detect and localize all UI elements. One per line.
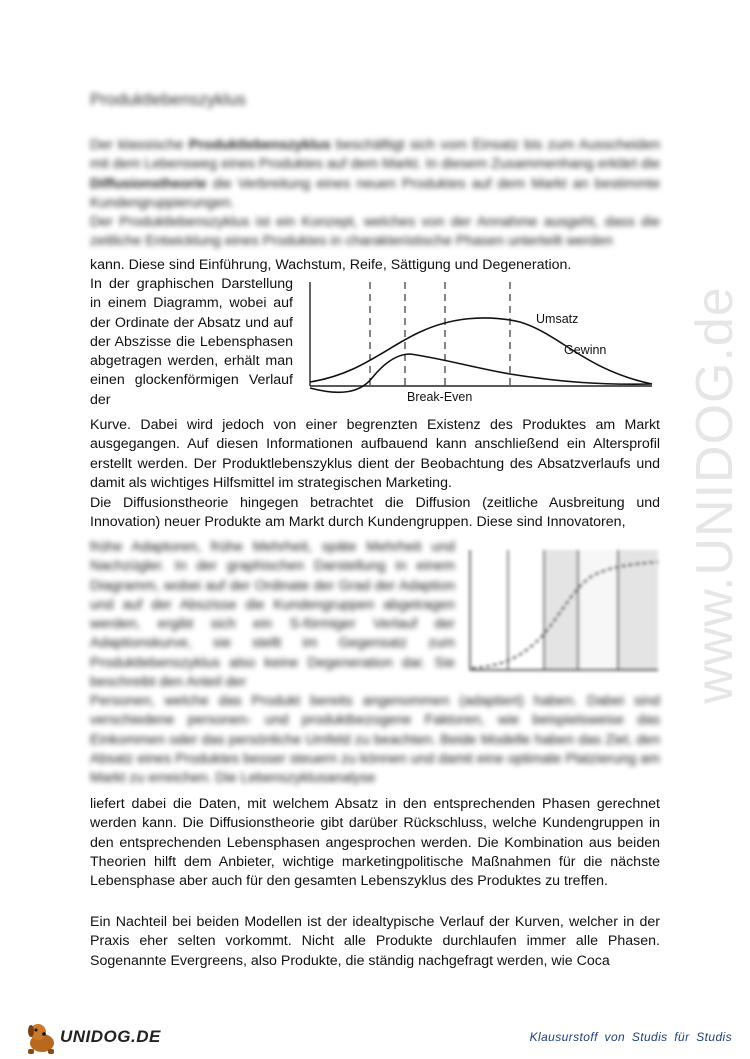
break-even-label: Break-Even (407, 390, 473, 404)
diffusion-full-text-blurred: Personen, welche das Produkt bereits angenommen (adaptiert) haben. Dabei sind verschiedene personen- und produktbezogene Faktoren, wie beispielsweise das Einkommen oder das persönliche Umfeld zu beachten. Beide Modelle haben das Ziel, den Absatz eines Produktes besser steuern zu können und damit eine optimale Platzierung am Markt zu erreichen. Die Lebenszyklusanalyse (90, 693, 660, 787)
phases-line: kann. Diese sind Einführung, Wachstum, Reife, Sättigung und Degeneration. (90, 257, 572, 273)
footer-tagline: Klausurstoff von Studis für Studis (529, 1030, 732, 1044)
intro-text-1: Der klassische (90, 137, 189, 153)
intro-bold-term-1: Produktlebenszyklus (188, 137, 331, 153)
paragraph-analysis: liefert dabei die Daten, mit welchem Absatz in den entsprechenden Phasen gerechnet werden kann. Die Diffusionstheorie gibt darüber Rückschluss, welche Kundengruppen in den entsprechenden Lebensphasen angesprochen werden. Die Kombination aus beiden Theorien hilft dem Anbieter, wichtige marketingpolitische Maßnahmen für die nächste Lebensphase aber auch für den gesamten Lebenszyklus des Produktes zu treffen. (90, 796, 660, 890)
adoption-band-2 (578, 550, 618, 670)
intro-paragraph-blurred (90, 136, 660, 252)
dog-icon (22, 1017, 62, 1057)
gewinn-label: Gewinn (564, 343, 607, 357)
paragraph-diffusion: Die Diffusionstheorie hingegen betrachtet die Diffusion (zeitliche Ausbreitung und Innovation) neuer Produkte am Markt durch Kundengruppen. Diese sind Innovatoren, (90, 495, 660, 531)
left-column-text: In der graphischen Darstellung in einem Diagramm, wobei auf der Ordinate der Absatz und auf der Abszisse die Lebensphasen abgetragen werden, erhält man einen glockenförmigen Verlauf der (90, 276, 293, 408)
footer-logo-text: UNIDOG.DE (60, 1027, 161, 1046)
adoption-chart (462, 548, 662, 676)
diffusion-left-text-blurred: frühe Adaptoren, frühe Mehrheit, späte Mehrheit und Nachzügler. In der graphischen Darstellung in einem Diagramm, wobei auf der Ordinate der Grad der Adaption und auf der Abszisse die Kundengruppen abgetragen werden, ergibt sich ein S-förmiger Verlauf der Adaptionskurve, sie stellt im Gegensatz zum Produktlebenszyklus also keine Degeneration dar. Sie beschreibt den Anteil der (90, 539, 455, 691)
lifecycle-chart (300, 278, 660, 408)
paragraph-disadvantage: Ein Nachteil bei beiden Modellen ist der idealtypische Verlauf der Kurven, welcher in der Praxis eher selten vorkommt. Nicht alle Produkte durchlaufen immer alle Phasen. Sogenannte Evergreens, also Produkte, die ständig nachgefragt werden, wie Coca (90, 914, 660, 969)
watermark-text: www.UNIDOG.de (686, 286, 744, 704)
intro-text-2: beschäftigt sich vom Einsatz bis zum Ausscheiden mit dem Lebensweg eines Produktes auf dem Markt. In diesem Zusammenhang erklärt die (90, 137, 660, 173)
adoption-band-1 (544, 550, 578, 670)
section-heading: Produktlebenszyklus (90, 90, 246, 109)
footer-logo[interactable] (22, 1015, 162, 1055)
intro-text-3: die Verbreitung eines neuen Produktes auf dem Markt an bestimmte Kundengruppierungen. (90, 175, 660, 211)
watermark (655, 260, 750, 730)
umsatz-label: Umsatz (536, 312, 579, 326)
adoption-band-3 (618, 550, 658, 670)
paragraph-curve: Kurve. Dabei wird jedoch von einer begrenzten Existenz des Produktes am Markt ausgegangen. Auf diesen Informationen aufbauend kann anschließend ein Altersprofil erstellt werden. Der Produktlebenszyklus dient der Beobachtung des Absatzverlaufs und damit als wichtiges Hilfsmittel im strategischen Marketing. (90, 417, 660, 491)
intro-bold-term-2: Diffusionstheorie (90, 175, 207, 192)
intro-text-4: Der Produktlebenszyklus ist ein Konzept, welches von der Annahme ausgeht, dass die zeitliche Entwicklung eines Produktes in charakteristische Phasen unterteilt werden (90, 214, 660, 250)
